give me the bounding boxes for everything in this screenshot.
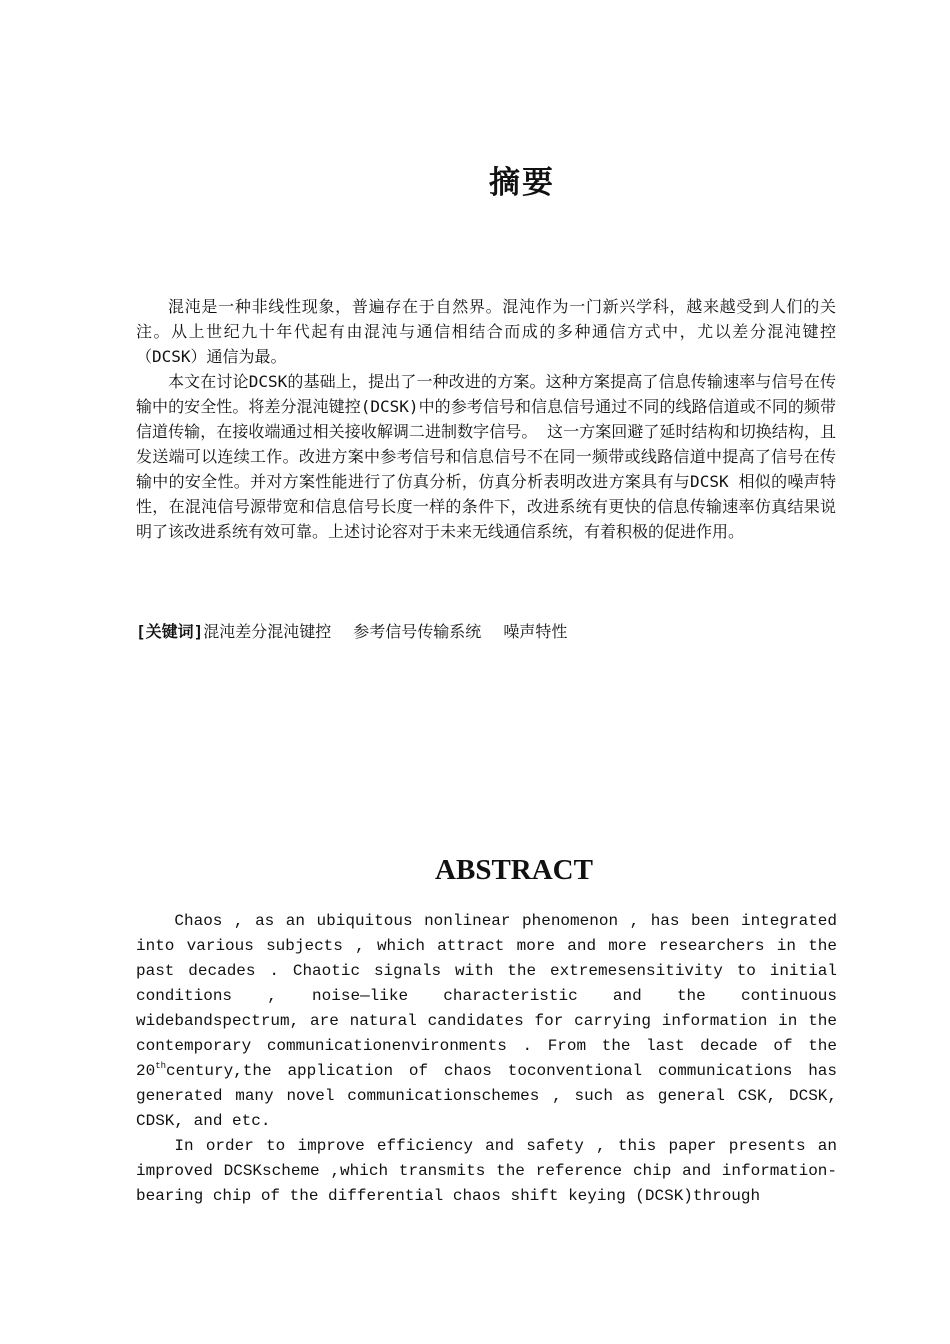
chinese-abstract-title: 摘要 <box>489 165 555 201</box>
chinese-abstract-body <box>136 294 836 544</box>
keyword-item: 混沌差分混沌键控 <box>203 622 332 641</box>
english-abstract-paragraph: In order to improve efficiency and safety , this paper presents an improved DCSKscheme ,which transmits the reference chip and information-bearing chip of the differential chaos shift keying (DCSK)through <box>136 1137 837 1205</box>
keywords-line <box>136 619 836 644</box>
keyword-item: 参考信号传输系统 <box>353 622 482 641</box>
keywords-label: [关键词] <box>136 622 204 641</box>
english-abstract-body <box>136 909 837 1209</box>
keyword-item: 噪声特性 <box>503 622 568 641</box>
english-abstract-title: ABSTRACT <box>435 854 593 886</box>
ordinal-superscript: th <box>155 1061 167 1071</box>
paragraph-text: Chaos , as an ubiquitous nonlinear phenomenon , has been integrated into various subjects , which attract more and more researchers in the past decades . Chaotic signals with the extremesensitivity to initial conditions , noise—like characteristic and the continuous widebandspectrum, are natural candidates for carrying information in the contemporary communicationenvironments . From the last decade of the 20 <box>136 912 837 1080</box>
chinese-abstract-paragraph: 本文在讨论DCSK的基础上，提出了一种改进的方案。这种方案提高了信息传输速率与信号在传输中的安全性。将差分混沌键控(DCSK)中的参考信号和信息信号通过不同的线路信道或不同的频带信道传输，在接收端通过相关接收解调二进制数字信号。 这一方案回避了延时结构和切换结构，且发送端可以连续工作。改进方案中参考信号和信息信号不在同一频带或线路信道中提高了信号在传输中的安全性。并对方案性能进行了仿真分析，仿真分析表明改进方案具有与DCSK 相似的噪声特性，在混沌信号源带宽和信息信号长度一样的条件下，改进系统有更快的信息传输速率仿真结果说明了该改进系统有效可靠。上述讨论容对于未来无线通信系统，有着积极的促进作用。 <box>136 372 836 541</box>
english-abstract-paragraph <box>136 909 837 1134</box>
paragraph-text: century,the application of chaos toconventional communications has generated many novel communicationschemes , such as general CSK, DCSK, CDSK, and etc. <box>136 1062 837 1130</box>
chinese-abstract-paragraph: 混沌是一种非线性现象，普遍存在于自然界。混沌作为一门新兴学科，越来越受到人们的关注。从上世纪九十年代起有由混沌与通信相结合而成的多种通信方式中，尤以差分混沌键控（DCSK）通信为最。 <box>136 297 836 366</box>
